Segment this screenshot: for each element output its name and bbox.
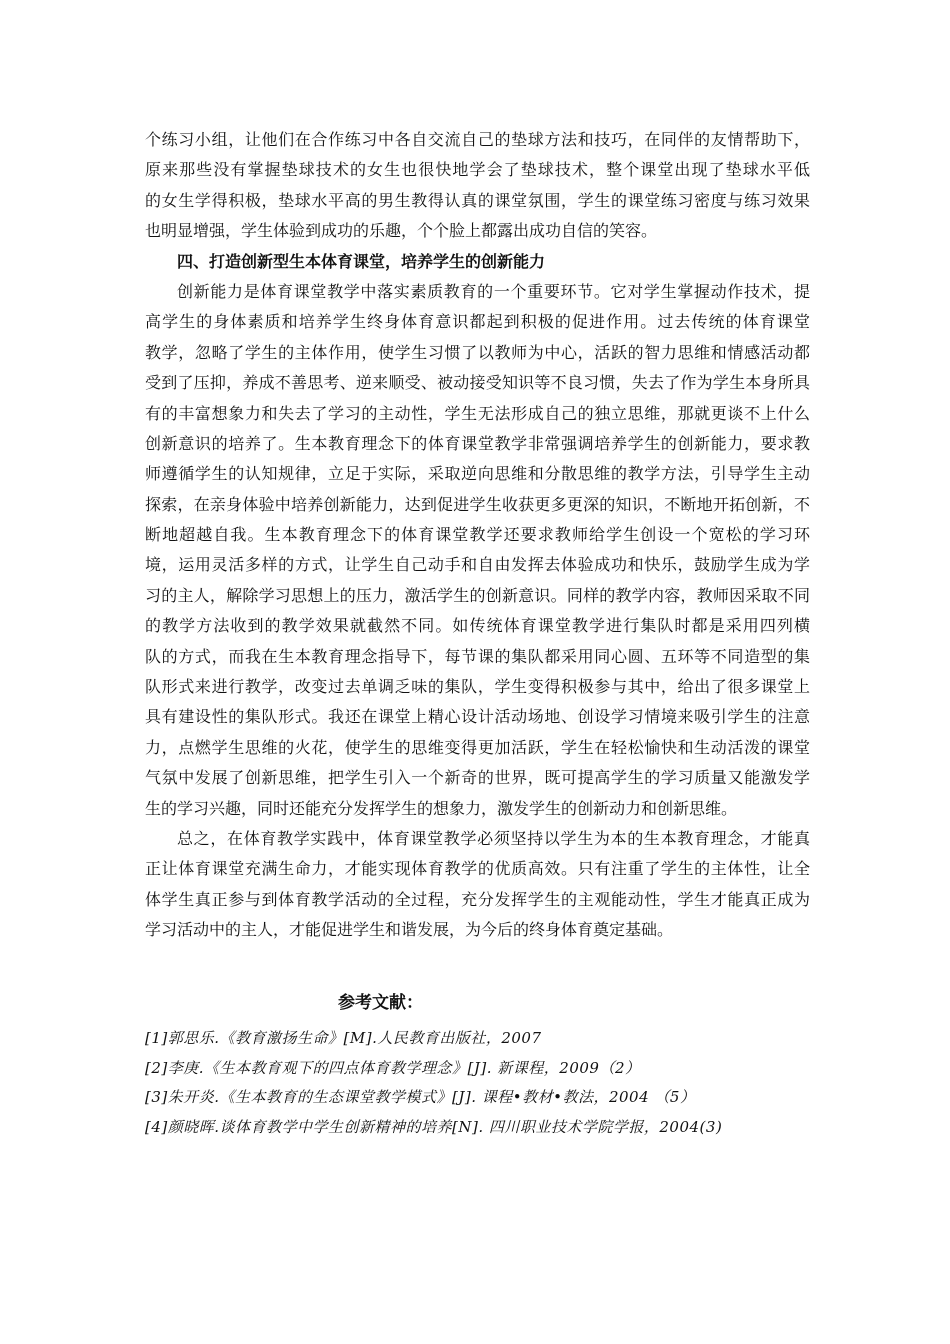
paragraph-line: 教学，忽略了学生的主体作用，使学生习惯了以教师为中心，活跃的智力思维和情感活动都: [145, 342, 810, 362]
reference-item: [3]朱开炎.《生本教育的生态课堂教学模式》[J]. 课程•教材•教法，2004 （5）: [145, 1088, 696, 1106]
paragraph-line: 队形式来进行教学，改变过去单调乏味的集队，学生变得积极参与其中，给出了很多课堂上: [145, 677, 810, 697]
paragraph-line: 创新能力是体育课堂教学中落实素质教育的一个重要环节。它对学生掌握动作技术，提: [177, 281, 810, 301]
paragraph-line: 个练习小组，让他们在合作练习中各自交流自己的垫球方法和技巧，在同伴的友情帮助下，: [145, 130, 810, 149]
reference-item: [4]颜晓晖.谈体育教学中学生创新精神的培养[N]. 四川职业技术学院学报，2004(3): [145, 1117, 723, 1136]
paragraph-line: 生的学习兴趣，同时还能充分发挥学生的想象力，激发学生的创新动力和创新思维。: [145, 798, 738, 818]
paragraph-line: 受到了压抑，养成不善思考、逆来顺受、被动接受知识等不良习惯，失去了作为学生本身所具: [145, 373, 810, 393]
paragraph-line: 总之，在体育教学实践中，体育课堂教学必须坚持以学生为本的生本教育理念，才能真: [177, 828, 810, 848]
paragraph-line: 师遵循学生的认知规律，立足于实际，采取逆向思维和分散思维的教学方法，引导学生主动: [145, 464, 810, 484]
paragraph-line: 体学生真正参与到体育教学活动的全过程，充分发挥学生的主观能动性，学生才能真正成为: [145, 889, 810, 909]
paragraph-line: 正让体育课堂充满生命力，才能实现体育教学的优质高效。只有注重了学生的主体性，让全: [145, 859, 810, 879]
conclusion-paragraph: [145, 824, 810, 946]
paragraph-line: 也明显增强，学生体验到成功的乐趣，个个脸上都露出成功自信的笑容。: [145, 221, 658, 241]
reference-item: [2]李庚.《生本教育观下的四点体育教学理念》[J]. 新课程，2009（2）: [145, 1058, 641, 1077]
paragraph-line: 气氛中发展了创新思维，把学生引入一个新奇的世界，既可提高学生的学习质量又能激发学: [145, 768, 810, 788]
paragraph-line: 境，运用灵活多样的方式，让学生自己动手和自由发挥去体验成功和快乐，鼓励学生成为学: [145, 555, 810, 575]
references-list: [145, 1024, 810, 1142]
paragraph-line: 学习活动中的主人，才能促进学生和谐发展，为今后的终身体育奠定基础。: [145, 920, 674, 940]
paragraph-line: 习的主人，解除学习思想上的压力，激活学生的创新意识。同样的教学内容，教师因采取不同: [145, 585, 810, 605]
paragraph-line: 创新意识的培养了。生本教育理念下的体育课堂教学非常强调培养学生的创新能力，要求教: [145, 433, 810, 453]
paragraph-line: 有的丰富想象力和失去了学习的主动性，学生无法形成自己的独立思维，那就更谈不上什么: [145, 403, 810, 423]
paragraph-line: 高学生的身体素质和培养学生终身体育意识都起到积极的促进作用。过去传统的体育课堂: [145, 312, 810, 332]
paragraph-line: 的女生学得积极，垫球水平高的男生教得认真的课堂氛围，学生的课堂练习密度与练习效果: [145, 190, 810, 210]
section-heading: 四、打造创新型生本体育课堂，培养学生的创新能力: [177, 251, 546, 271]
paragraph-line: 队的方式，而我在生本教育理念指导下，每节课的集队都采用同心圆、五环等不同造型的集: [145, 646, 810, 666]
reference-item: [1]郭思乐.《教育激扬生命》[M].人民教育出版社，2007: [145, 1029, 542, 1047]
paragraph-line: 力，点燃学生思维的火花，使学生的思维变得更加活跃，学生在轻松愉快和生动活泼的课堂: [145, 737, 810, 757]
continuation-paragraph: [145, 125, 810, 247]
references-title: 参考文献：: [338, 993, 423, 1013]
paragraph-line: 的教学方法收到的教学效果就截然不同。如传统体育课堂教学进行集队时都是采用四列横: [145, 616, 810, 636]
paragraph-line: 具有建设性的集队形式。我还在课堂上精心设计活动场地、创设学习情境来吸引学生的注意: [145, 707, 810, 727]
innovation-paragraph: [145, 277, 810, 824]
document-body: [145, 125, 810, 946]
paragraph-line: 探索，在亲身体验中培养创新能力，达到促进学生收获更多更深的知识，不断地开拓创新，不: [145, 494, 810, 514]
paragraph-line: 原来那些没有掌握垫球技术的女生也很快地学会了垫球技术，整个课堂出现了垫球水平低: [145, 160, 810, 180]
paragraph-line: 断地超越自我。生本教育理念下的体育课堂教学还要求教师给学生创设一个宽松的学习环: [145, 525, 810, 545]
